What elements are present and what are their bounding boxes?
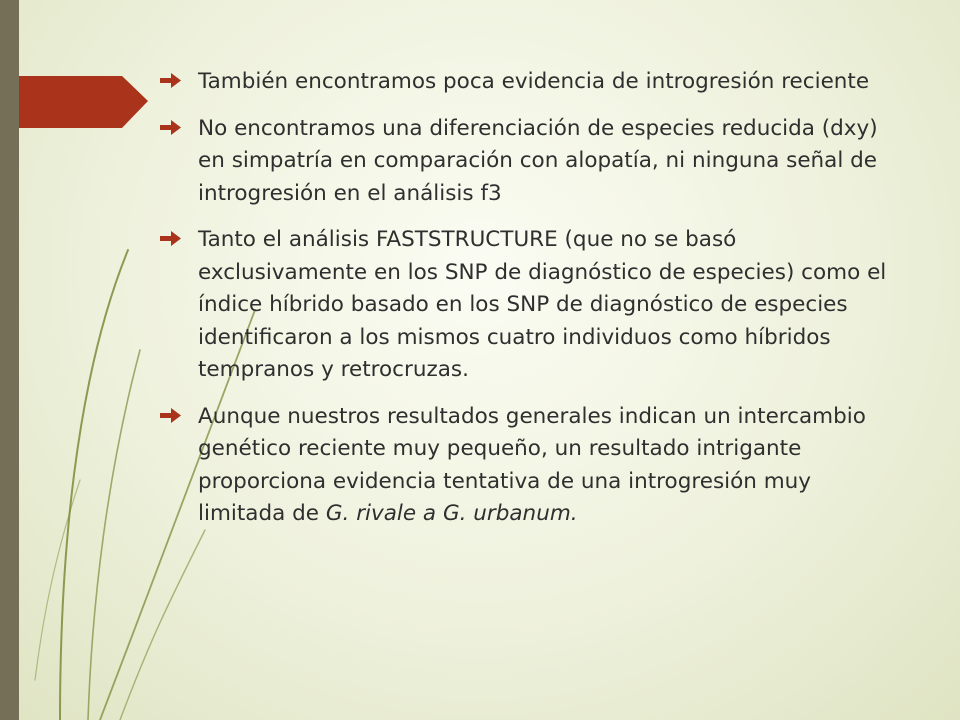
species-names-italic: G. rivale a G. urbanum.	[325, 501, 578, 526]
bullet-text	[198, 401, 900, 531]
arrow-right-bullet-icon	[160, 407, 182, 424]
bullet-list	[160, 66, 900, 545]
bullet-item-2	[160, 113, 900, 211]
bullet-text: Tanto el análisis FASTSTRUCTURE (que no se basó exclusivamente en los SNP de diagnóstico de especies) como el índice híbrido basado en los SNP de diagnóstico de especies identificaron a los mismos cuatro individuos como híbridos tempranos y retrocruzas.	[198, 227, 887, 382]
bullet-item-3	[160, 224, 900, 387]
bullet-item-1	[160, 66, 900, 99]
bullet-text: No encontramos una diferenciación de especies reducida (dxy) en simpatría en comparación con alopatía, ni ninguna señal de introgresión en el análisis f3	[198, 115, 878, 206]
arrow-right-bullet-icon	[160, 230, 182, 247]
bullet-text: También encontramos poca evidencia de introgresión reciente	[198, 69, 870, 94]
arrow-right-bullet-icon	[160, 119, 182, 136]
bullet-text-plain: Aunque nuestros resultados generales indican un intercambio genético reciente muy pequeño, un resultado intrigante proporciona evidencia tentativa de una introgresión muy limitada de	[198, 403, 866, 526]
bullet-item-4	[160, 401, 900, 531]
arrow-right-bullet-icon	[160, 72, 182, 89]
